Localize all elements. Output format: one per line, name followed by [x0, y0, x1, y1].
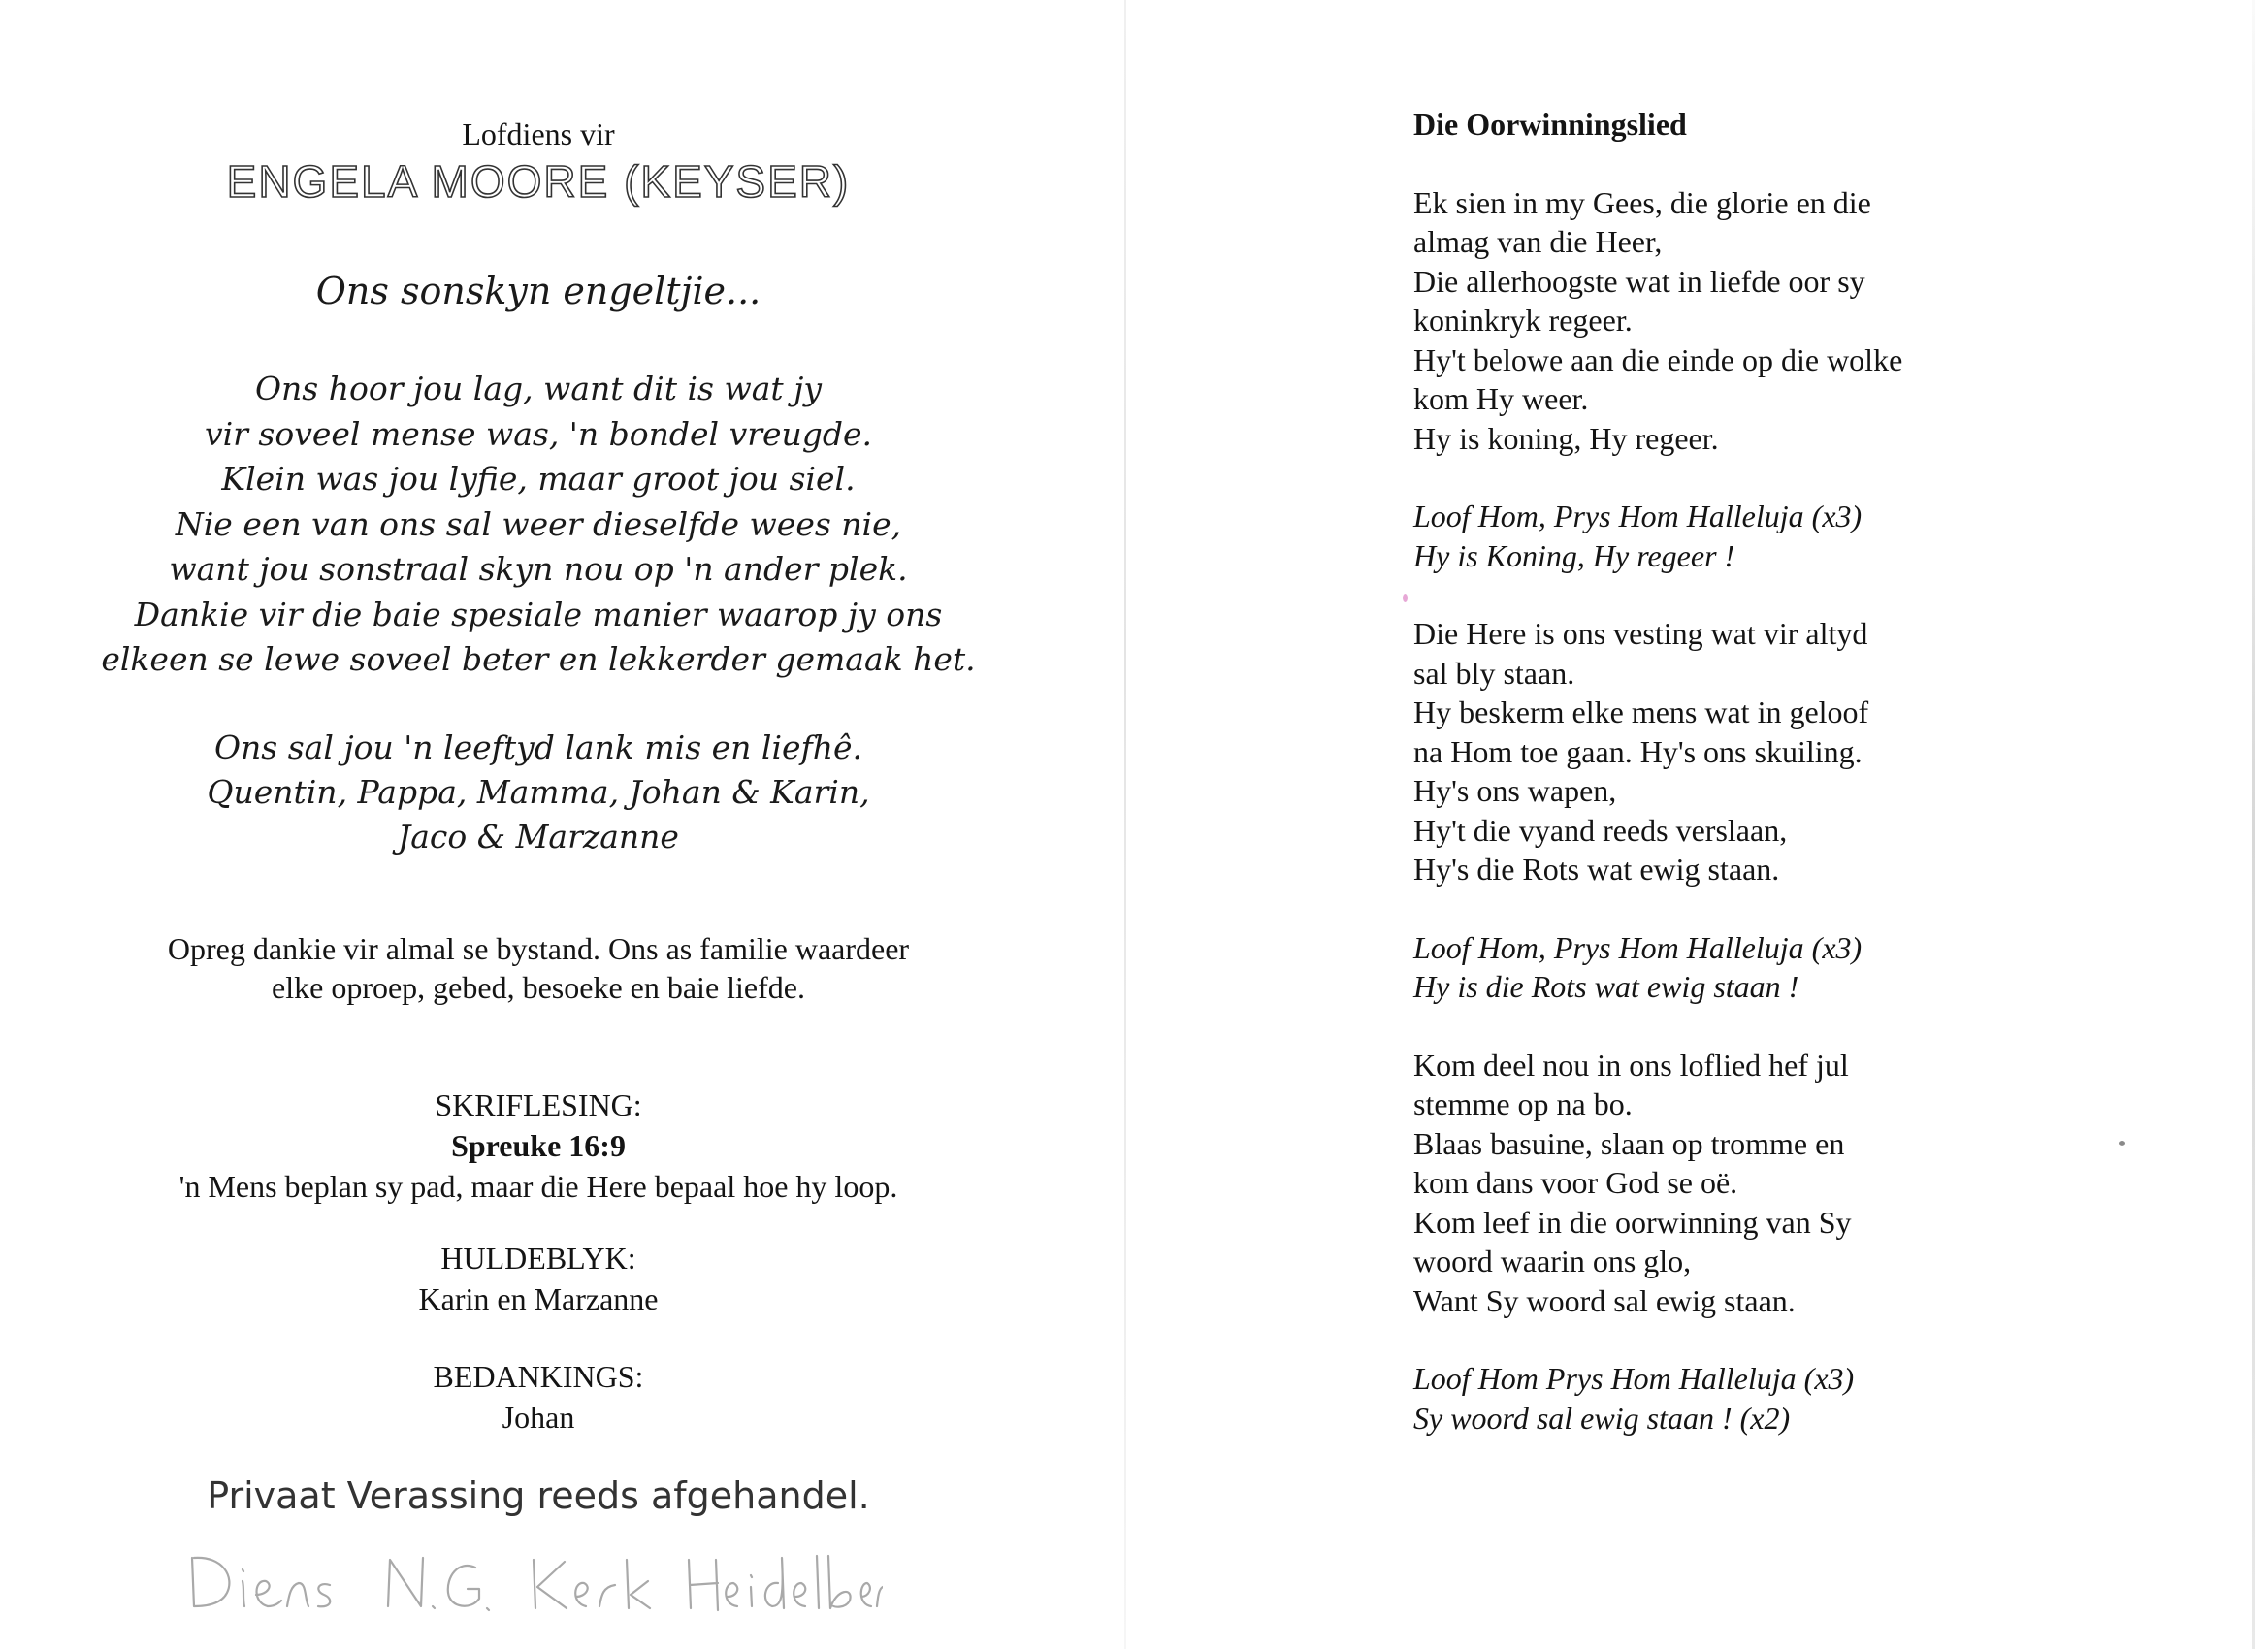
chorus-line: Loof Hom, Prys Hom Halleluja (x3) [1413, 499, 1863, 534]
lyric-line: stemme op na bo. [1413, 1086, 1633, 1121]
song-title: Die Oorwinningslied [1413, 107, 1687, 142]
lyric-line: woord waarin ons glo, [1413, 1244, 1692, 1278]
acknowledgements-heading: BEDANKINGS: [433, 1359, 644, 1394]
lyric-line: Hy't die vyand reeds verslaan, [1413, 812, 1788, 848]
left-page [0, 0, 1125, 1649]
acknowledgements-name: Johan [502, 1400, 575, 1435]
deceased-name: ENGELA MOORE (KEYSER) [226, 156, 851, 207]
signoff-line: Jaco & Marzanne [398, 818, 679, 856]
paper-speck [1403, 594, 1408, 602]
acknowledgements-section [0, 1356, 1077, 1438]
lyric-line: Hy is koning, Hy regeer. [1413, 420, 1719, 456]
scripture-heading: SKRIFLESING: [435, 1087, 642, 1122]
poem-line: Dankie vir die baie spesiale manier waarop jy ons [134, 595, 943, 633]
lyric-line: Hy's die Rots wat ewig staan. [1413, 852, 1780, 887]
lyric-line: na Hom toe gaan. Hy's ons skuiling. [1413, 733, 1863, 769]
lyric-line: Kom deel nou in ons loflied hef jul [1413, 1047, 1849, 1083]
tribute-heading: HULDEBLYK: [440, 1241, 636, 1276]
poem-line: Klein was jou lyfie, maar groot jou siel. [221, 460, 856, 498]
chorus-2 [1413, 928, 2189, 1007]
lyric-line: koninkryk regeer. [1413, 303, 1633, 338]
poem-line: Ons hoor jou lag, want dit is wat jy [254, 370, 823, 407]
lyric-line: Die Here is ons vesting wat vir altyd [1413, 616, 1868, 651]
handwritten-note [184, 1538, 883, 1626]
tribute-names: Karin en Marzanne [418, 1281, 659, 1316]
thanks-message [0, 929, 1077, 1007]
paper-speck [2119, 1141, 2125, 1146]
lyric-line: Want Sy woord sal ewig staan. [1413, 1282, 1796, 1318]
tribute-section [0, 1238, 1077, 1319]
poem-line: vir soveel mense was, 'n bondel vreugde. [204, 414, 873, 453]
family-signoff [0, 726, 1077, 859]
lyric-line: sal bly staan. [1413, 655, 1575, 691]
thanks-line: elke oproep, gebed, besoeke en baie liefde. [272, 970, 805, 1005]
chorus-line: Loof Hom, Prys Hom Halleluja (x3) [1413, 929, 1863, 965]
poem-line: elkeen se lewe soveel beter en lekkerder gemaak het. [101, 640, 976, 678]
thanks-line: Opreg dankie vir almal se bystand. Ons as familie waardeer [167, 931, 910, 966]
right-page [1127, 0, 2268, 1649]
lyric-line: Ek sien in my Gees, die glorie en die [1413, 184, 1871, 220]
chorus-1 [1413, 497, 2189, 575]
lyric-line: Die allerhoogste wat in liefde oor sy [1413, 263, 1865, 299]
poem-title: Ons sonskyn engeltjie... [315, 270, 761, 312]
poem-line: want jou sonstraal skyn nou op 'n ander plek. [169, 550, 908, 588]
cremation-notice: Privaat Verassing reeds afgehandel. [207, 1474, 870, 1517]
verse-2 [1413, 614, 2189, 889]
chorus-3 [1413, 1359, 2189, 1438]
verse-3 [1413, 1046, 2189, 1321]
service-heading: Lofdiens vir [462, 116, 615, 151]
lyric-line: kom Hy weer. [1413, 381, 1589, 416]
lyric-line: kom dans voor God se oë. [1413, 1165, 1738, 1200]
poem-line: Nie een van ons sal weer dieselfde wees nie, [175, 504, 902, 543]
chorus-line: Loof Hom Prys Hom Halleluja (x3) [1413, 1361, 1855, 1396]
chorus-line: Hy is die Rots wat ewig staan ! [1413, 969, 1799, 1004]
song [1413, 105, 2189, 1476]
verse-1 [1413, 183, 2189, 459]
lyric-line: Kom leef in die oorwinning van Sy [1413, 1204, 1852, 1240]
signoff-line: Ons sal jou 'n leeftyd lank mis en liefhê. [213, 728, 863, 766]
lyric-line: Blaas basuine, slaan op tromme en [1413, 1125, 1845, 1161]
lyric-line: Hy's ons wapen, [1413, 773, 1617, 808]
chorus-line: Hy is Koning, Hy regeer ! [1413, 537, 1735, 573]
scripture-text: 'n Mens beplan sy pad, maar die Here bepaal hoe hy loop. [178, 1169, 898, 1204]
scripture-section [0, 1084, 1077, 1207]
scripture-reference: Spreuke 16:9 [451, 1128, 626, 1163]
lyric-line: Hy beskerm elke mens wat in geloof [1413, 695, 1869, 729]
chorus-line: Sy woord sal ewig staan ! (x2) [1413, 1400, 1791, 1436]
signoff-line: Quentin, Pappa, Mamma, Johan & Karin, [207, 773, 870, 811]
poem [0, 367, 1077, 683]
lyric-line: almag van die Heer, [1413, 224, 1663, 259]
lyric-line: Hy't belowe aan die einde op die wolke [1413, 341, 1903, 377]
